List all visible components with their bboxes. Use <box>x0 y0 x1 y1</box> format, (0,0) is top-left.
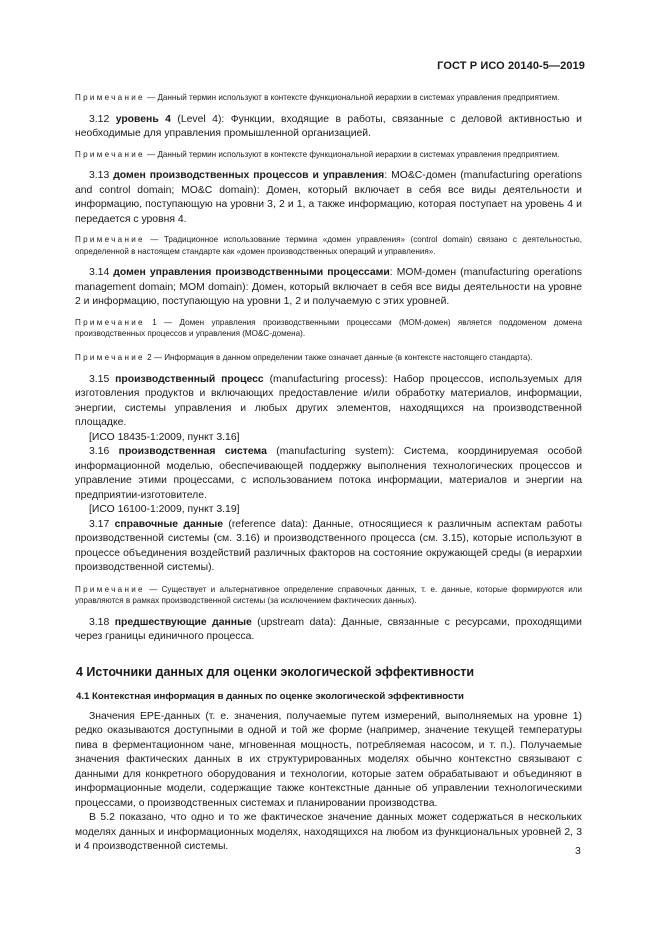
source-ref: [ИСО 16100-1:2009, пункт 3.19] <box>89 504 240 516</box>
note-label: Примечание <box>75 353 145 363</box>
note: Примечание — Традиционное использование термина «домен управления» (control domain) связано с деятельностью, определенной в настоящем стандарте как «домен производственных операций и управления». <box>75 235 583 256</box>
note-1: Примечание 1 — Домен управления производственными процессами (MOM-домен) является поддоменом домена производственных процессов и управления (MO&C-домена). <box>75 317 583 339</box>
term-name: уровень 4 <box>115 113 171 125</box>
term-3-15: 3.15 производственный процесс (manufacturing process): Набор процессов, используемых для изготовления продуктов и включающих предоставление и/или обработку материалов, информации, энергии, системы управления и любых других элементов, находящихся на производственной площадке. <box>75 373 582 429</box>
note: Примечание — Данный термин используют в контексте функциональной иерархии в системах управления предприятием. <box>75 149 560 159</box>
note-2: Примечание 2 — Информация в данном определении также означает данные (в контексте настоящего стандарта). <box>75 353 533 363</box>
term-3-18: 3.18 предшествующие данные (upstream data): Данные, связанные с ресурсами, проходящими через границы единичного процесса. <box>75 616 582 643</box>
document-header: ГОСТ Р ИСО 20140-5—2019 <box>437 60 585 72</box>
note: Примечание — Существует и альтернативное определение справочных данных, т. е. данные, которые формируются или управляются в рамках производственной системы (за исключением фактических данных). <box>75 584 582 606</box>
term-3-14: 3.14 домен управления производственными процессами: MOM-домен (manufacturing operations management domain; MOM domain): Домен, который включает в себя все виды деятельности на уровне 2 и информацию, поступающую на уровни 1, 2 и получаемую с этих уровней. <box>75 267 582 308</box>
paragraph: В 5.2 показано, что одно и то же фактическое значение данных может содержаться в нескольких моделях данных и информационных моделях, находящихся на любом из функциональных уровней 2, 3 и 4 производственной системы. <box>75 812 582 853</box>
note-label: Примечание <box>75 235 145 245</box>
paragraph: Значения EPE-данных (т. е. значения, получаемые путем измерений, выполняемых на уровне 1) редко оказываются доступными в одной и той же форме (например, значение текущей температуры пива в ферментационном чане, мгновенная мощность, потребляемая насосом, и т. п.). Получаемые значения фактических данных в их структурированных моделях обычно контекстно связывают с данными для конкретного оборудования и технологии, которые затем обрабатывают и объединяют в информационные модели, содержащие также контекстные данные об управлении технологическими процессами, о производственных системах и планировании производства. <box>75 710 582 809</box>
term-name: производственная система <box>118 446 267 458</box>
term-name: производственный процесс <box>115 373 264 385</box>
term-3-12: 3.12 уровень 4 (Level 4): Функции, входящие в работы, связанные с деловой активностью и необходимые для управления промышленной организацией. <box>75 113 582 140</box>
term-3-16: 3.16 производственная система (manufacturing system): Система, координируемая особой информационной моделью, обеспечивающей поддержку выполнения технологических процессов и управление этими процессами, с использованием потока информации, материалов и энергии на предприятии-изготовителе. <box>75 446 582 501</box>
term-name: домен производственных процессов и управления <box>113 170 385 182</box>
note-label: Примечание <box>75 317 145 327</box>
note-label: Примечание <box>75 149 145 159</box>
page-content <box>75 92 582 855</box>
term-3-13: 3.13 домен производственных процессов и управления: MO&C-домен (manufacturing operations and control domain; MO&C domain): Домен, который включает в себя все виды деятельности и информацию, поступающую на уровни 3, 2 и 1, а также информацию, которая поступает на уровень 4 и передается с уровня 4. <box>75 170 583 225</box>
note: Примечание — Данный термин используют в контексте функциональной иерархии в системах управления предприятием. <box>75 93 560 102</box>
page-number: 3 <box>575 845 581 857</box>
term-name: предшествующие данные <box>114 616 252 628</box>
source-ref: [ИСО 18435-1:2009, пункт 3.16] <box>89 431 240 443</box>
note-label: Примечание <box>75 584 145 594</box>
term-name: домен управления производственными процессами <box>113 267 390 279</box>
section-heading: 4 Источники данных для оценки экологической эффективности <box>76 664 475 679</box>
subsection-heading: 4.1 Контекстная информация в данных по оценке экологической эффективности <box>76 690 464 702</box>
term-3-17: 3.17 справочные данные (reference data): Данные, относящиеся к различным аспектам работы производственной системы (см. 3.16) и производственного процесса (см. 3.15), которые используют в процессе объединения воздействий различных факторов на состояние окружающей среды (в иерархии производственной системы). <box>75 518 582 574</box>
note-label: Примечание <box>75 93 145 102</box>
term-name: справочные данные <box>114 518 224 530</box>
